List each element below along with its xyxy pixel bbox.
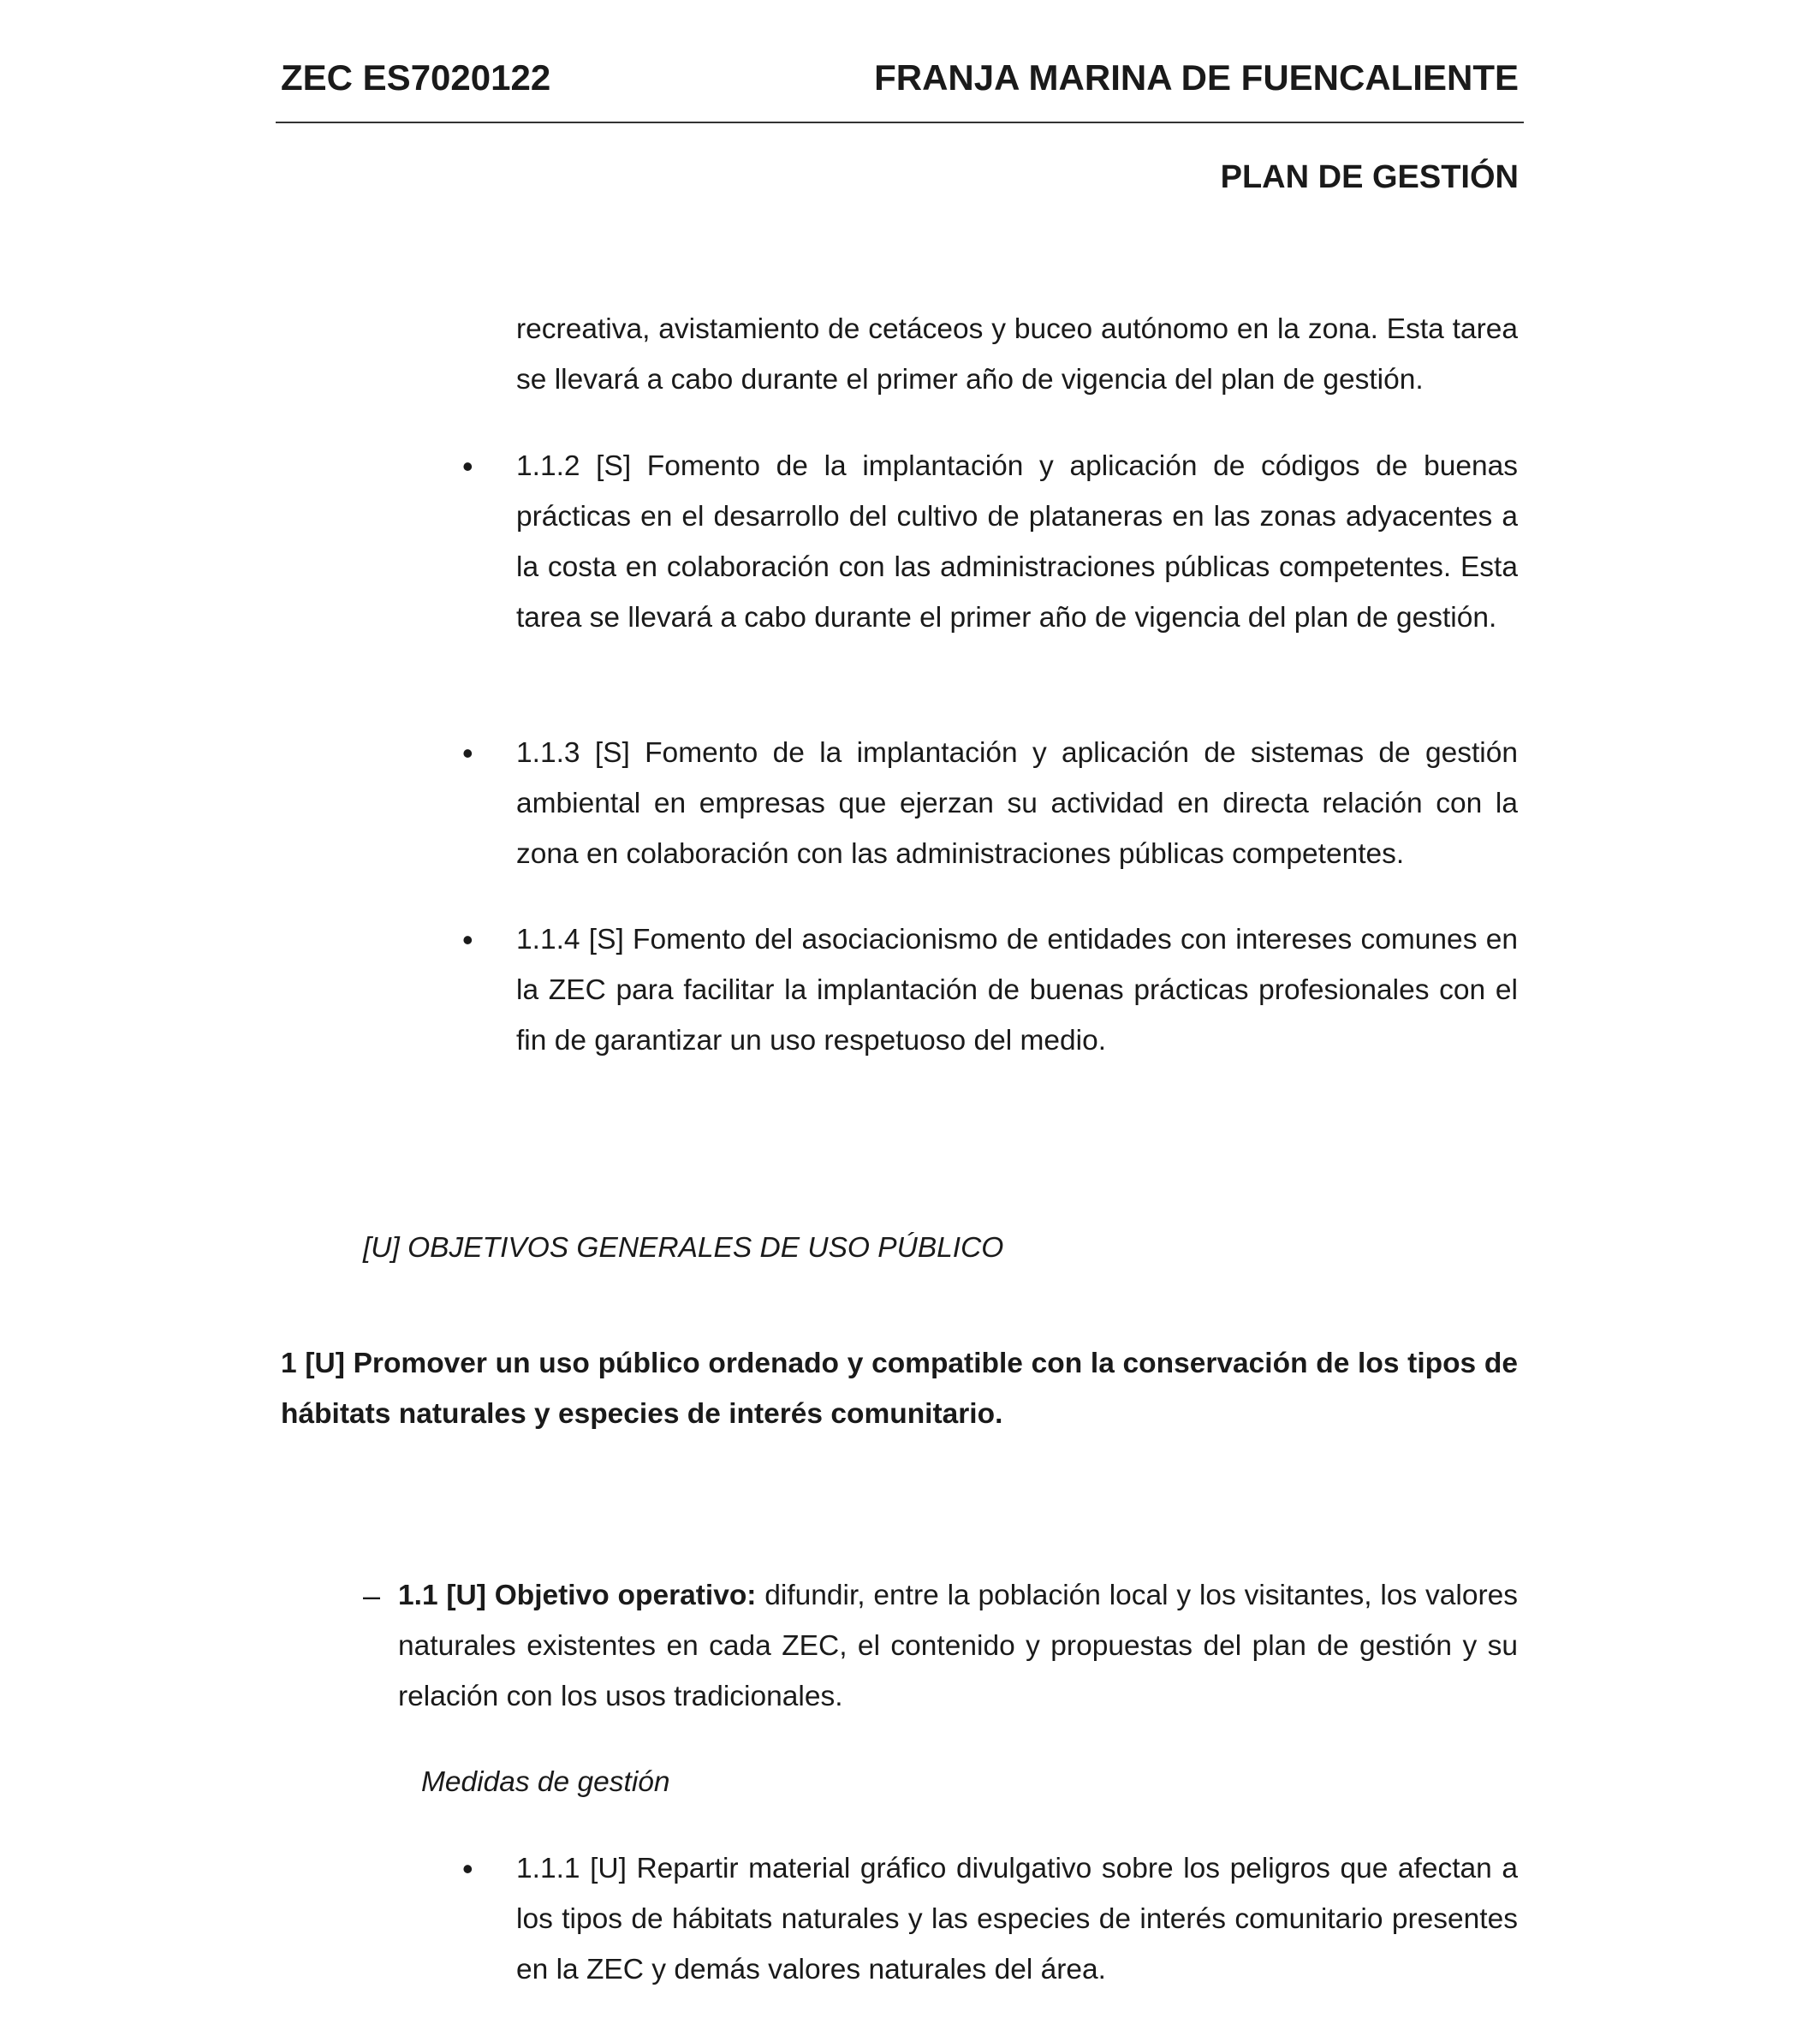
measure-1-1-3: 1.1.3 [S] Fomento de la implantación y aplicación de sistemas de gestión ambiental en empresas que ejerzan su actividad en directa relación con la zona en colaboración con las administraciones públicas competentes. (516, 737, 1518, 870)
operative-objective-text: difundir, entre la población local y los visitantes, los valores naturales existentes en cada ZEC, el contenido y propuestas del plan de gestión y su relación con los usos tradicionales. (398, 1580, 1518, 1712)
continuation-paragraph: recreativa, avistamiento de cetáceos y buceo autónomo en la zona. Esta tarea se llevará a cabo durante el primer año de vigencia del plan de gestión. (516, 313, 1518, 396)
header-plan-title: PLAN DE GESTIÓN (1220, 159, 1519, 195)
bullet-icon: • (462, 735, 473, 771)
operative-objective-label: 1.1 [U] Objetivo operativo: (398, 1580, 757, 1611)
measure-1-1-2: 1.1.2 [S] Fomento de la implantación y aplicación de códigos de buenas prácticas en el desarrollo del cultivo de plataneras en las zonas adyacentes a la costa en colaboración con las administraciones públicas competentes. Esta tarea se llevará a cabo durante el primer año de vigencia del plan de gestión. (516, 450, 1518, 634)
header-site-name: FRANJA MARINA DE FUENCALIENTE (874, 57, 1519, 98)
general-objective: 1 [U] Promover un uso público ordenado y compatible con la conservación de los tipos de hábitats naturales y especies de interés comunitario. (281, 1348, 1518, 1430)
dash-marker: – (363, 1578, 381, 1613)
measure-1-1-4: 1.1.4 [S] Fomento del asociacionismo de entidades con intereses comunes en la ZEC para facilitar la implantación de buenas prácticas profesionales con el fin de garantizar un uso respetuoso del medio. (516, 924, 1518, 1057)
measures-heading: Medidas de gestión (421, 1766, 670, 1798)
bullet-icon: • (462, 922, 473, 957)
header-zec-code: ZEC ES7020122 (281, 57, 551, 98)
bullet-icon: • (462, 449, 473, 484)
measure-1-1-1-u: 1.1.1 [U] Repartir material gráfico divulgativo sobre los peligros que afectan a los tipos de hábitats naturales y las especies de interés comunitario presentes en la ZEC y demás valores naturales del área. (516, 1853, 1518, 1985)
operative-objective (398, 1570, 1518, 1722)
header-divider (276, 122, 1524, 123)
section-heading: [U] OBJETIVOS GENERALES DE USO PÚBLICO (363, 1232, 1004, 1264)
bullet-icon: • (462, 1851, 473, 1886)
